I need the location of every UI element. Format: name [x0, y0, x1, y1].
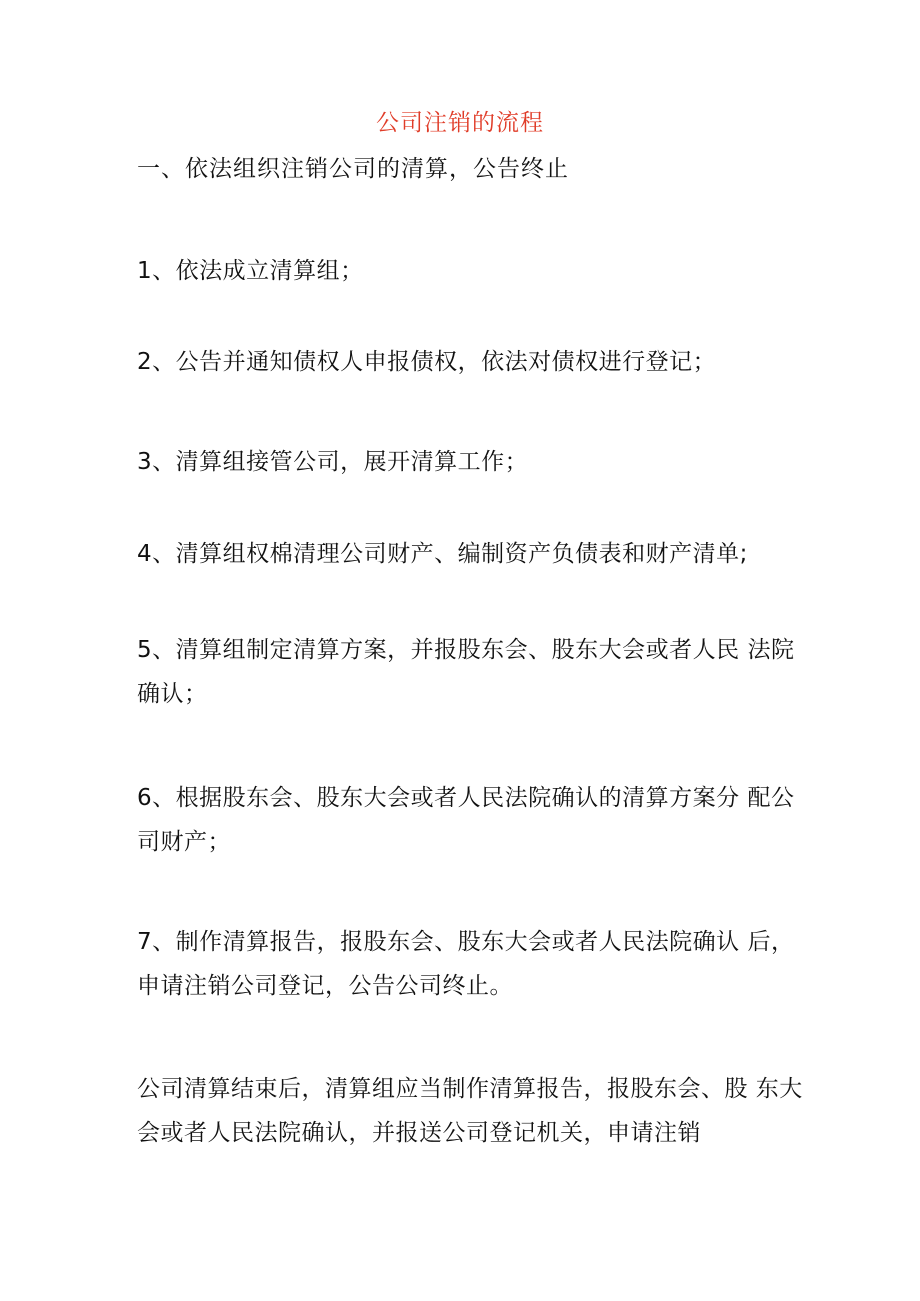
step-5	[137, 628, 797, 716]
step-line: 3、清算组接管公司，展开清算工作；	[137, 449, 529, 475]
closing-paragraph	[137, 1067, 803, 1155]
closing-line: 公司清算结束后，清算组应当制作清算报告，报股东会、股 东大	[137, 1076, 803, 1102]
step-line: 7、制作清算报告，报股东会、股东大会或者人民法院确认 后，	[137, 929, 795, 955]
step-6	[137, 776, 797, 864]
step-2	[137, 340, 797, 384]
step-line: 4、清算组权棉清理公司财产、编制资产负债表和财产清单;	[137, 541, 748, 567]
step-3	[137, 440, 797, 484]
step-line: 6、根据股东会、股东大会或者人民法院确认的清算方案分 配公	[137, 785, 795, 811]
step-line: 5、清算组制定清算方案，并报股东会、股东大会或者人民 法院	[137, 637, 795, 663]
section-heading: 一、依法组织注销公司的清算，公告终止	[137, 156, 569, 182]
closing-line: 会或者人民法院确认，并报送公司登记机关，申请注销	[137, 1120, 701, 1146]
document-title: 公司注销的流程	[376, 110, 544, 136]
step-7	[137, 920, 797, 1008]
step-line: 申请注销公司登记，公告公司终止。	[137, 973, 513, 999]
step-line: 司财产；	[137, 829, 231, 855]
step-line: 1、依法成立清算组；	[137, 258, 364, 284]
step-line: 确认；	[137, 681, 208, 707]
step-line: 2、公告并通知债权人申报债权，依法对债权进行登记；	[137, 349, 717, 375]
step-4	[137, 532, 797, 576]
step-1	[137, 249, 797, 293]
